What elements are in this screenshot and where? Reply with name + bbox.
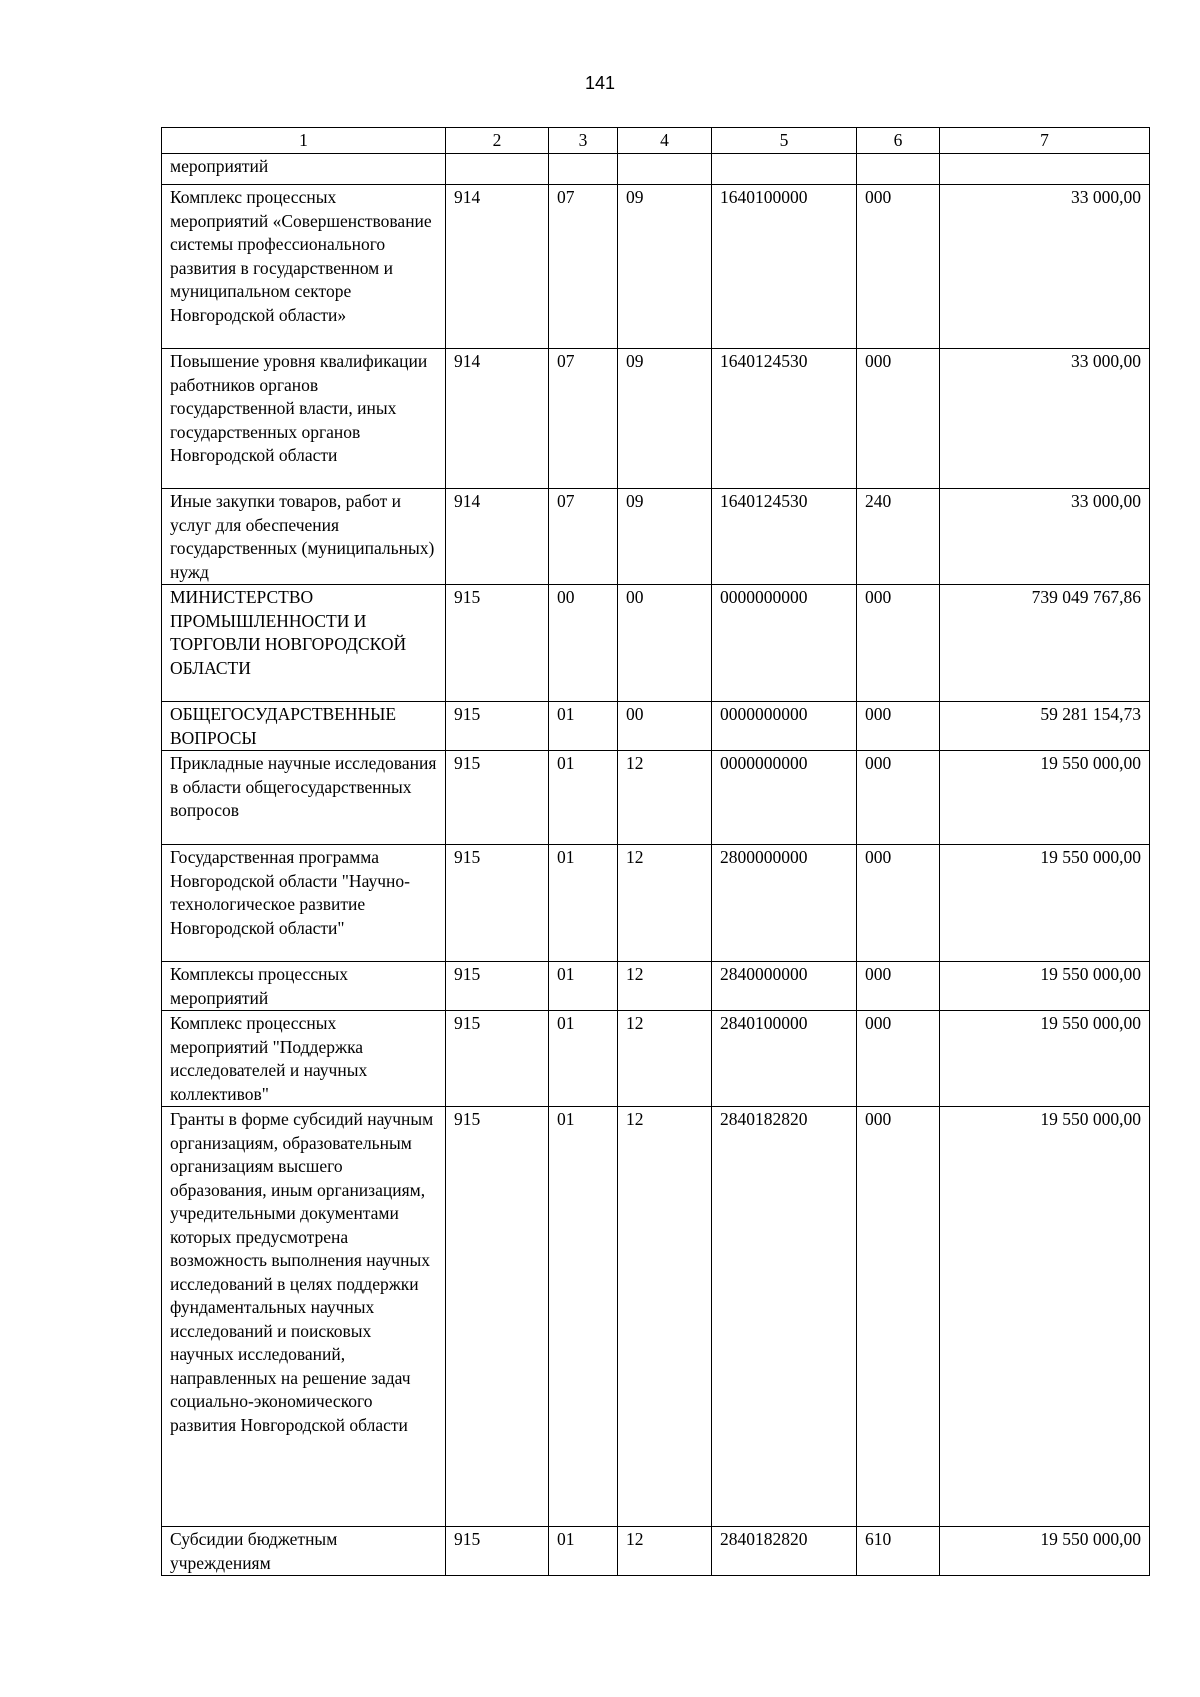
admin-code-cell: 914 (446, 185, 549, 349)
admin-code-cell: 915 (446, 962, 549, 1011)
admin-code-cell: 915 (446, 751, 549, 845)
target-article-cell: 2800000000 (712, 845, 857, 962)
admin-code-cell: 915 (446, 702, 549, 751)
row-name-cell: Государственная программа Новгородской области "Научно-технологическое развитие Новгородской области" (162, 845, 446, 962)
amount-cell: 33 000,00 (940, 349, 1150, 489)
target-article-cell: 1640124530 (712, 349, 857, 489)
expense-type-cell: 610 (857, 1527, 940, 1576)
row-name-cell: МИНИСТЕРСТВО ПРОМЫШЛЕННОСТИ И ТОРГОВЛИ НОВГОРОДСКОЙ ОБЛАСТИ (162, 585, 446, 702)
subsection-cell: 12 (618, 1107, 712, 1527)
expense-type-cell: 000 (857, 585, 940, 702)
row-name-cell: Комплексы процессных мероприятий (162, 962, 446, 1011)
table-row (162, 349, 1150, 489)
admin-code-cell: 915 (446, 1011, 549, 1107)
target-article-cell: 0000000000 (712, 585, 857, 702)
expense-type-cell: 000 (857, 702, 940, 751)
column-header: 5 (712, 128, 857, 154)
section-cell: 01 (549, 751, 618, 845)
row-name-cell: Комплекс процессных мероприятий "Поддержка исследователей и научных коллективов" (162, 1011, 446, 1107)
amount-cell: 19 550 000,00 (940, 751, 1150, 845)
expense-type-cell: 000 (857, 1107, 940, 1527)
table-row (162, 154, 1150, 185)
table-row (162, 1107, 1150, 1527)
column-header: 2 (446, 128, 549, 154)
admin-code-cell: 914 (446, 489, 549, 585)
section-cell: 01 (549, 1107, 618, 1527)
admin-code-cell: 914 (446, 349, 549, 489)
expense-type-cell: 000 (857, 185, 940, 349)
table-row (162, 751, 1150, 845)
row-name-cell: Иные закупки товаров, работ и услуг для обеспечения государственных (муниципальных) нужд (162, 489, 446, 585)
section-cell: 07 (549, 349, 618, 489)
table-row (162, 702, 1150, 751)
table-row (162, 845, 1150, 962)
section-cell: 01 (549, 962, 618, 1011)
row-name-cell: ОБЩЕГОСУДАРСТВЕННЫЕ ВОПРОСЫ (162, 702, 446, 751)
expense-type-cell: 000 (857, 1011, 940, 1107)
target-article-cell: 2840100000 (712, 1011, 857, 1107)
section-cell: 01 (549, 1527, 618, 1576)
table-row (162, 1011, 1150, 1107)
target-article-cell: 1640124530 (712, 489, 857, 585)
amount-cell: 739 049 767,86 (940, 585, 1150, 702)
row-name-cell: Повышение уровня квалификации работников органов государственной власти, иных государственных органов Новгородской области (162, 349, 446, 489)
row-name-cell: Субсидии бюджетным учреждениям (162, 1527, 446, 1576)
row-name-cell: мероприятий (162, 154, 446, 185)
table-row (162, 585, 1150, 702)
amount-cell: 19 550 000,00 (940, 962, 1150, 1011)
section-cell: 01 (549, 1011, 618, 1107)
subsection-cell: 12 (618, 751, 712, 845)
subsection-cell (618, 154, 712, 185)
expense-type-cell: 000 (857, 751, 940, 845)
section-cell: 07 (549, 185, 618, 349)
column-header: 3 (549, 128, 618, 154)
budget-table (161, 127, 1150, 1576)
section-cell: 00 (549, 585, 618, 702)
subsection-cell: 12 (618, 845, 712, 962)
table-row (162, 489, 1150, 585)
section-cell: 01 (549, 845, 618, 962)
column-header: 4 (618, 128, 712, 154)
target-article-cell: 2840000000 (712, 962, 857, 1011)
row-name-cell: Прикладные научные исследования в области общегосударственных вопросов (162, 751, 446, 845)
amount-cell: 33 000,00 (940, 489, 1150, 585)
subsection-cell: 00 (618, 702, 712, 751)
subsection-cell: 00 (618, 585, 712, 702)
target-article-cell: 2840182820 (712, 1107, 857, 1527)
table-row (162, 962, 1150, 1011)
amount-cell: 19 550 000,00 (940, 845, 1150, 962)
admin-code-cell: 915 (446, 1527, 549, 1576)
expense-type-cell (857, 154, 940, 185)
target-article-cell: 0000000000 (712, 751, 857, 845)
expense-type-cell: 240 (857, 489, 940, 585)
column-header: 7 (940, 128, 1150, 154)
amount-cell: 59 281 154,73 (940, 702, 1150, 751)
table-row (162, 185, 1150, 349)
admin-code-cell: 915 (446, 845, 549, 962)
table-row (162, 1527, 1150, 1576)
amount-cell: 33 000,00 (940, 185, 1150, 349)
expense-type-cell: 000 (857, 349, 940, 489)
amount-cell: 19 550 000,00 (940, 1011, 1150, 1107)
header-row (162, 128, 1150, 154)
subsection-cell: 09 (618, 185, 712, 349)
column-header: 6 (857, 128, 940, 154)
section-cell: 01 (549, 702, 618, 751)
row-name-cell: Комплекс процессных мероприятий «Совершенствование системы профессионального развития в государственном и муниципальном секторе Новгородской области» (162, 185, 446, 349)
page-number: 141 (584, 73, 616, 93)
column-header: 1 (162, 128, 446, 154)
amount-cell: 19 550 000,00 (940, 1527, 1150, 1576)
section-cell (549, 154, 618, 185)
target-article-cell: 1640100000 (712, 185, 857, 349)
target-article-cell (712, 154, 857, 185)
subsection-cell: 12 (618, 962, 712, 1011)
amount-cell (940, 154, 1150, 185)
subsection-cell: 09 (618, 349, 712, 489)
expense-type-cell: 000 (857, 962, 940, 1011)
section-cell: 07 (549, 489, 618, 585)
admin-code-cell (446, 154, 549, 185)
admin-code-cell: 915 (446, 1107, 549, 1527)
subsection-cell: 09 (618, 489, 712, 585)
amount-cell: 19 550 000,00 (940, 1107, 1150, 1527)
subsection-cell: 12 (618, 1527, 712, 1576)
row-name-cell: Гранты в форме субсидий научным организациям, образовательным организациям высшего образования, иным организациям, учредительными документами которых предусмотрена возможность выполнения научных исследований в целях поддержки фундаментальных научных исследований и поисковых научных исследований, направленных на решение задач социально-экономического развития Новгородской области (162, 1107, 446, 1527)
target-article-cell: 0000000000 (712, 702, 857, 751)
admin-code-cell: 915 (446, 585, 549, 702)
target-article-cell: 2840182820 (712, 1527, 857, 1576)
expense-type-cell: 000 (857, 845, 940, 962)
subsection-cell: 12 (618, 1011, 712, 1107)
